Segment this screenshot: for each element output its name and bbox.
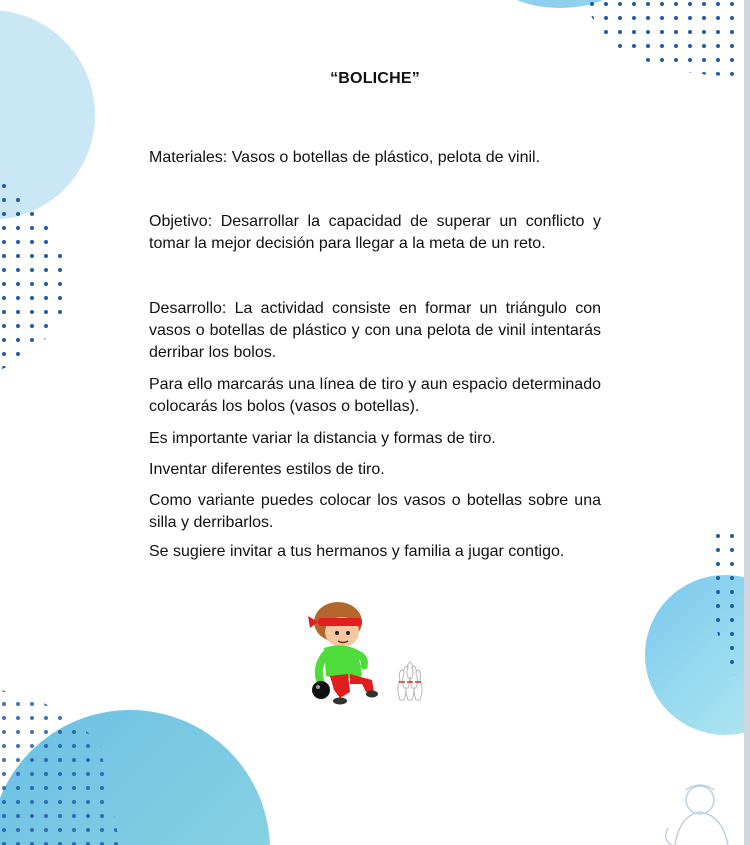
paragraph-materiales: Materiales: Vasos o botellas de plástico, pelota de vinil. [149,149,541,166]
watermark-figure [666,785,728,845]
boy-bowling-illustration [300,600,440,710]
page-edge [744,0,750,845]
bowling-pins-icon [398,662,422,700]
left-circle-shape [0,10,95,220]
paragraph-estilos-de-tiro: Inventar diferentes estilos de tiro. [149,461,385,478]
paragraph-variante: Como variante puedes colocar los vasos o botellas sobre una silla y derribarlos. [149,492,601,531]
top-right-dot-pattern [585,0,750,76]
paragraph-variar-distancia: Es importante variar la distancia y formas de tiro. [149,430,496,447]
paragraph-invitar-familia: Se sugiere invitar a tus hermanos y familia a jugar contigo. [149,543,565,560]
left-dot-pattern [0,180,70,370]
document-title: “BOLICHE” [330,70,420,87]
paragraph-linea-de-tiro: Para ello marcarás una línea de tiro y aun espacio determinado colocarás los bolos (vasos o botellas). [149,376,601,415]
paragraph-desarrollo: Desarrollo: La actividad consiste en formar un triángulo con vasos o botellas de plástico y con una pelota de vinil intentarás derribar los bolos. [149,300,601,361]
paragraph-objetivo: Objetivo: Desarrollar la capacidad de superar un conflicto y tomar la mejor decisión para llegar a la meta de un reto. [149,213,601,252]
